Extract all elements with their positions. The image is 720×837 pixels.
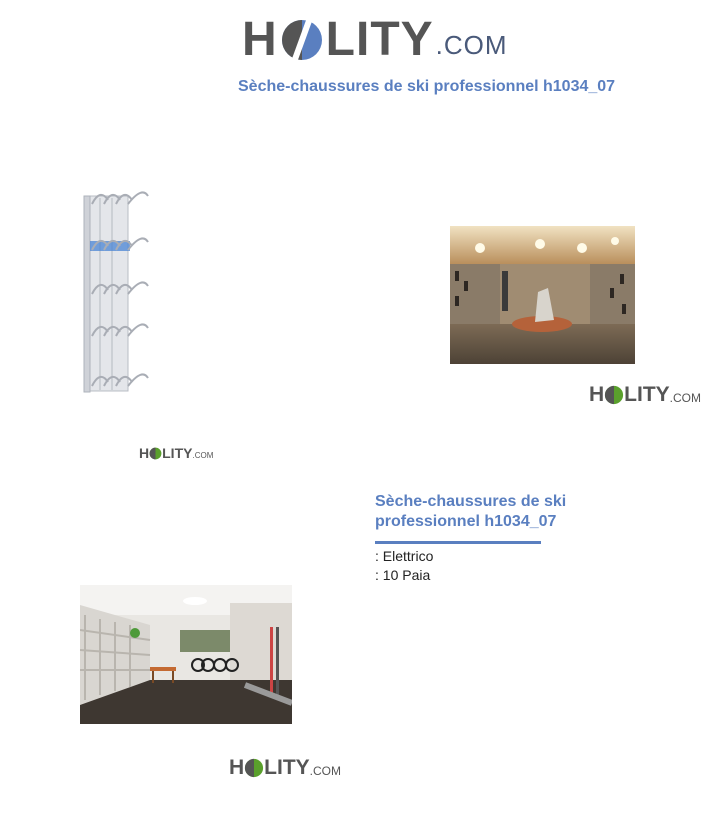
logo-mark-icon — [244, 758, 264, 778]
holity-logo-main[interactable] — [242, 12, 508, 67]
spec-item: : 10 Paia — [375, 567, 431, 583]
logo-letters-before: H — [589, 383, 605, 406]
product-image-boot-dryer — [82, 186, 156, 394]
logo-letters-before: H — [229, 756, 245, 779]
page-title: Sèche-chaussures de ski professionnel h1034_07 — [238, 78, 616, 95]
holity-logo-small[interactable] — [139, 445, 213, 461]
product-title — [375, 492, 595, 532]
logo-letters-before: H — [139, 445, 150, 461]
logo-mark-icon — [280, 18, 324, 62]
logo-letters-before: H — [242, 13, 278, 66]
spec-item: : Elettrico — [375, 548, 434, 564]
logo-letters-after: LITY — [325, 13, 434, 66]
logo-suffix: .COM — [435, 30, 508, 60]
photo-ski-room — [80, 585, 292, 724]
logo-suffix: .COM — [669, 391, 702, 405]
logo-mark-icon — [604, 385, 624, 405]
photo-boot-room — [450, 226, 635, 364]
holity-logo-bottom[interactable] — [229, 756, 341, 780]
logo-letters-after: LITY — [264, 756, 310, 779]
logo-letters-after: LITY — [624, 383, 670, 406]
title-divider — [375, 541, 541, 544]
holity-logo-right[interactable] — [589, 383, 701, 407]
logo-letters-after: LITY — [162, 445, 193, 461]
logo-suffix: .COM — [309, 764, 342, 778]
logo-suffix: .COM — [192, 451, 214, 460]
spec-list — [375, 547, 433, 585]
product-title-line-1: Sèche-chaussures de ski — [375, 493, 567, 510]
logo-mark-icon — [149, 447, 162, 460]
product-title-line-2: professionnel h1034_07 — [375, 513, 557, 530]
